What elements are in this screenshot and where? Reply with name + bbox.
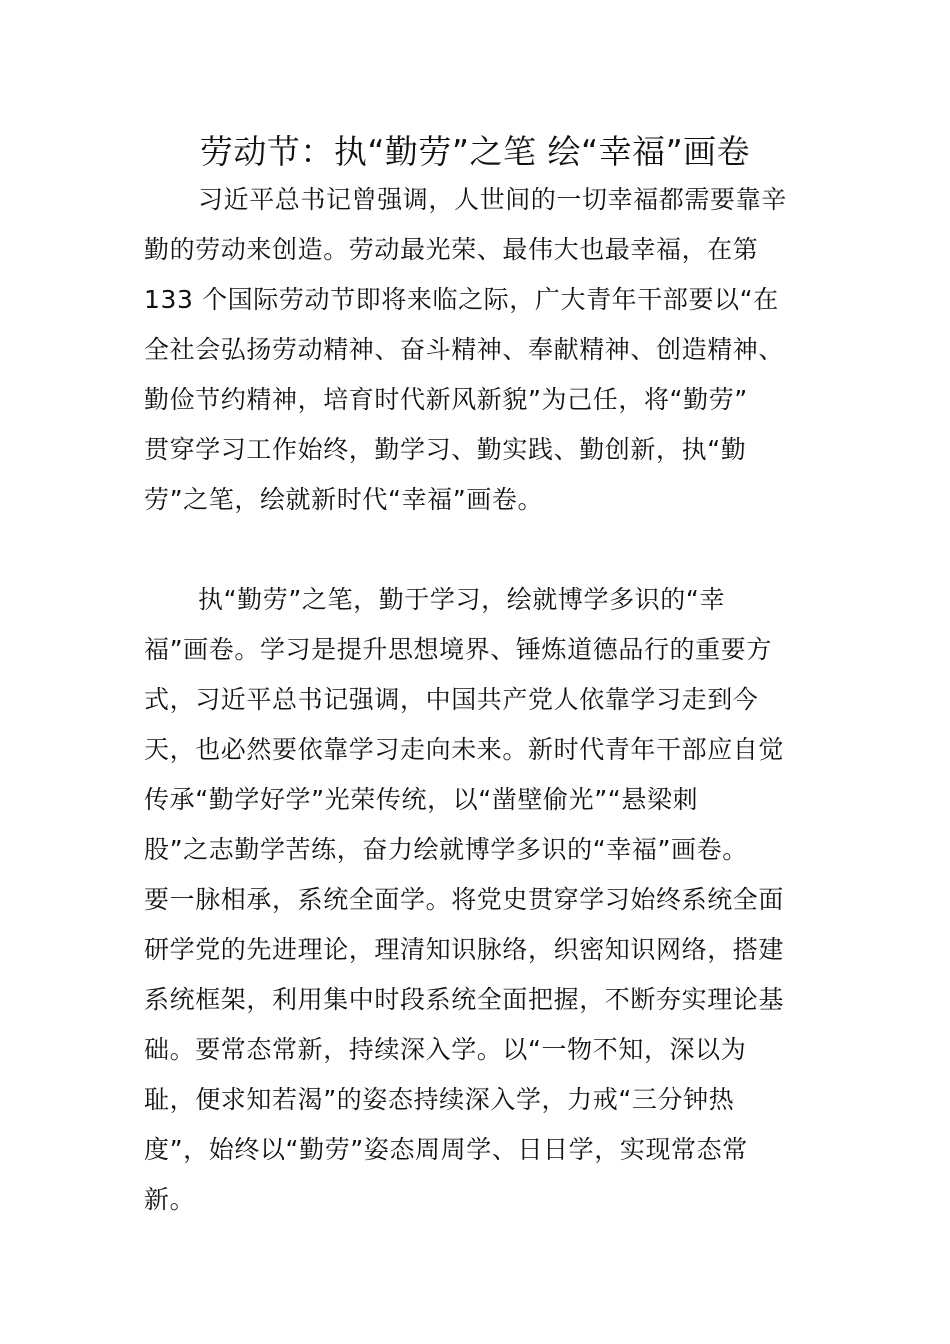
- text-line: 股”之志勤学苦练，奋力绘就博学多识的“幸福”画卷。: [144, 835, 748, 864]
- text-line: 习近平总书记曾强调，人世间的一切幸福都需要靠辛: [198, 185, 787, 214]
- text-line: 系统框架，利用集中时段系统全面把握，不断夯实理论基: [144, 985, 785, 1014]
- text-line: 度”，始终以“勤劳”姿态周周学、日日学，实现常态常: [144, 1135, 748, 1164]
- text-line: 天，也必然要依靠学习走向未来。新时代青年干部应自觉: [144, 735, 785, 764]
- text-line: 础。要常态常新，持续深入学。以“一物不知，深以为: [144, 1035, 747, 1064]
- text-line: 要一脉相承，系统全面学。将党史贯穿学习始终系统全面: [144, 885, 785, 914]
- document-title: 劳动节：执“勤劳”之笔 绘“幸福”画卷: [199, 132, 751, 171]
- text-line: 贯穿学习工作始终，勤学习、勤实践、勤创新，执“勤: [144, 435, 747, 464]
- paragraph-2: [144, 575, 814, 1225]
- paragraph-1: [144, 175, 814, 525]
- text-line: 133 个国际劳动节即将来临之际，广大青年干部要以“在: [144, 285, 779, 314]
- text-line: 式，习近平总书记强调，中国共产党人依靠学习走到今: [144, 685, 759, 714]
- text-line: 劳”之笔，绘就新时代“幸福”画卷。: [144, 485, 544, 514]
- text-line: 执“勤劳”之笔，勤于学习，绘就博学多识的“幸: [198, 585, 726, 614]
- text-line: 研学党的先进理论，理清知识脉络，织密知识网络，搭建: [144, 935, 785, 964]
- text-line: 传承“勤学好学”光荣传统，以“凿壁偷光”“悬梁刺: [144, 785, 699, 814]
- text-line: 新。: [144, 1185, 196, 1214]
- text-line: 耻，便求知若渴”的姿态持续深入学，力戒“三分钟热: [144, 1085, 735, 1114]
- text-line: 福”画卷。学习是提升思想境界、锤炼道德品行的重要方: [144, 635, 772, 664]
- text-line: 勤俭节约精神，培育时代新风新貌”为己任，将“勤劳”: [144, 385, 748, 414]
- text-line: 全社会弘扬劳动精神、奋斗精神、奉献精神、创造精神、: [144, 335, 785, 364]
- text-line: 勤的劳动来创造。劳动最光荣、最伟大也最幸福，在第: [144, 235, 759, 264]
